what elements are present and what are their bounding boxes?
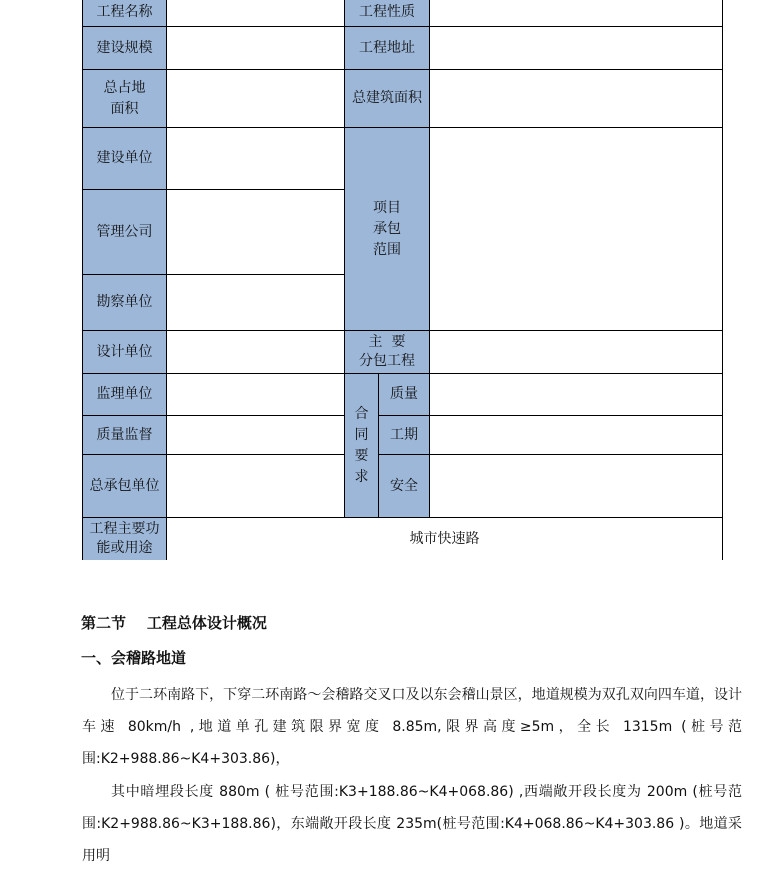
value-construction-unit[interactable] xyxy=(166,127,345,190)
value-survey-unit[interactable] xyxy=(166,274,345,331)
label-design-unit: 设计单位 xyxy=(82,330,167,374)
label-construction-scale: 建设规模 xyxy=(82,26,167,70)
value-project-name[interactable] xyxy=(166,0,345,27)
value-quality[interactable] xyxy=(429,373,723,416)
label-project-name: 工程名称 xyxy=(82,0,167,27)
value-general-contractor[interactable] xyxy=(166,454,345,518)
label-contract-requirements: 合 同 要 求 xyxy=(344,373,379,518)
value-safety[interactable] xyxy=(429,454,723,518)
label-quality-supervision: 质量监督 xyxy=(82,415,167,455)
label-project-address: 工程地址 xyxy=(344,26,430,70)
paragraph: 位于二环南路下，下穿二环南路～会稽路交叉口及以东会稽山景区，地道规模为双孔双向四车道，设计车速 80km/h ,地道单孔建筑限界宽度 8.85m,限界高度≥5m，全长 1315m (桩号范围:K2+988.86~K4+303.86)， xyxy=(82,687,742,767)
label-schedule: 工期 xyxy=(378,415,430,455)
paragraph: 其中暗埋段长度 880m ( 桩号范围:K3+188.86~K4+068.86) ,西端敞开段长度为 200m (桩号范围:K2+988.86~K3+188.86)，东端敞开段长度 235m(桩号范围:K4+068.86~K4+303.86 )。地道采用明 xyxy=(82,784,742,864)
value-project-address[interactable] xyxy=(429,26,723,70)
value-contract-scope[interactable] xyxy=(429,127,723,331)
value-schedule[interactable] xyxy=(429,415,723,455)
value-project-nature[interactable] xyxy=(429,0,723,27)
label-construction-unit: 建设单位 xyxy=(82,127,167,190)
value-main-function[interactable]: 城市快速路 xyxy=(166,517,723,560)
label-safety: 安全 xyxy=(378,454,430,518)
value-total-building-area[interactable] xyxy=(429,69,723,128)
label-project-nature: 工程性质 xyxy=(344,0,430,27)
value-total-land-area[interactable] xyxy=(166,69,345,128)
body-text xyxy=(82,679,742,872)
label-contract-scope: 项目 承包 范围 xyxy=(344,127,430,331)
label-total-land-area: 总占地 面积 xyxy=(82,69,167,128)
label-main-function: 工程主要功 能或用途 xyxy=(82,517,167,560)
value-design-unit[interactable] xyxy=(166,330,345,374)
value-quality-supervision[interactable] xyxy=(166,415,345,455)
value-main-subcontract[interactable] xyxy=(429,330,723,374)
value-construction-scale[interactable] xyxy=(166,26,345,70)
label-total-building-area: 总建筑面积 xyxy=(344,69,430,128)
value-supervision-unit[interactable] xyxy=(166,373,345,416)
label-quality: 质量 xyxy=(378,373,430,416)
label-management-company: 管理公司 xyxy=(82,189,167,275)
label-main-subcontract: 主 要 分包工程 xyxy=(344,330,430,374)
value-management-company[interactable] xyxy=(166,189,345,275)
label-survey-unit: 勘察单位 xyxy=(82,274,167,331)
label-supervision-unit: 监理单位 xyxy=(82,373,167,416)
subsection-title: 一、会稽路地道 xyxy=(81,649,187,667)
label-general-contractor: 总承包单位 xyxy=(82,454,167,518)
section-title: 第二节 工程总体设计概况 xyxy=(81,614,267,632)
